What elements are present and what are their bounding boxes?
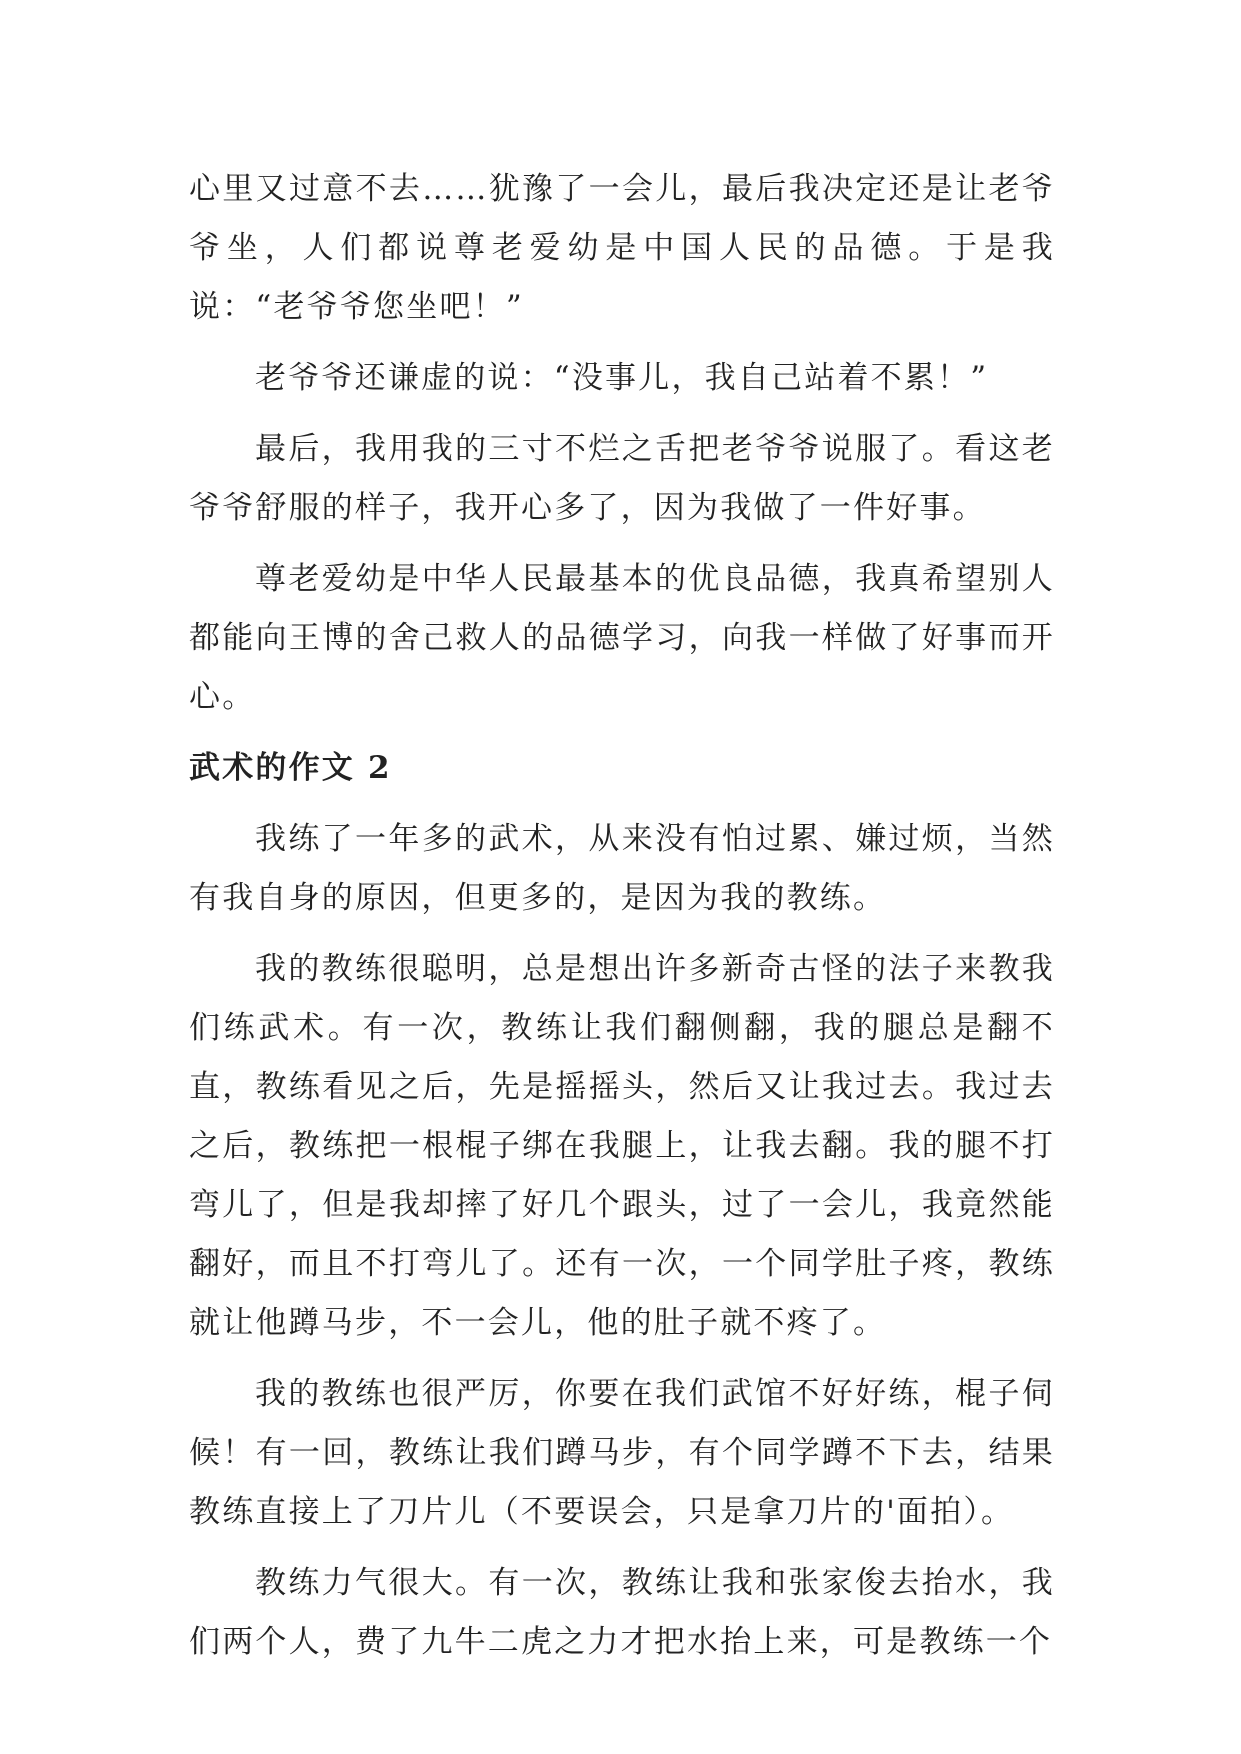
paragraph-8: 教练力气很大。有一次，教练让我和张家俊去抬水，我们两个人，费了九牛二虎之力才把水抬上来，可是教练一个 (189, 1565, 1055, 1660)
paragraph-4: 尊老爱幼是中华人民最基本的优良品德，我真希望别人都能向王博的舍己救人的品德学习，向我一样做了好事而开心。 (189, 561, 1055, 715)
document-page (189, 160, 1055, 1672)
paragraph-1: 心里又过意不去……犹豫了一会儿，最后我决定还是让老爷爷坐，人们都说尊老爱幼是中国人民的品德。于是我说：“老爷爷您坐吧！” (189, 171, 1055, 325)
paragraph-7: 我的教练也很严厉，你要在我们武馆不好好练，棍子伺候！有一回，教练让我们蹲马步，有个同学蹲不下去，结果教练直接上了刀片儿（不要误会，只是拿刀片的'面拍）。 (189, 1376, 1055, 1530)
paragraph-6: 我的教练很聪明，总是想出许多新奇古怪的法子来教我们练武术。有一次，教练让我们翻侧翻，我的腿总是翻不直，教练看见之后，先是摇摇头，然后又让我过去。我过去之后，教练把一根棍子绑在我腿上，让我去翻。我的腿不打弯儿了，但是我却摔了好几个跟头，过了一会儿，我竟然能翻好，而且不打弯儿了。还有一次，一个同学肚子疼，教练就让他蹲马步，不一会儿，他的肚子就不疼了。 (189, 951, 1055, 1341)
section-title: 武术的作文 2 (189, 750, 392, 786)
paragraph-5: 我练了一年多的武术，从来没有怕过累、嫌过烦，当然有我自身的原因，但更多的，是因为我的教练。 (189, 821, 1055, 916)
paragraph-3: 最后，我用我的三寸不烂之舌把老爷爷说服了。看这老爷爷舒服的样子，我开心多了，因为我做了一件好事。 (189, 431, 1055, 526)
paragraph-2: 老爷爷还谦虚的说：“没事儿，我自己站着不累！” (255, 360, 989, 396)
